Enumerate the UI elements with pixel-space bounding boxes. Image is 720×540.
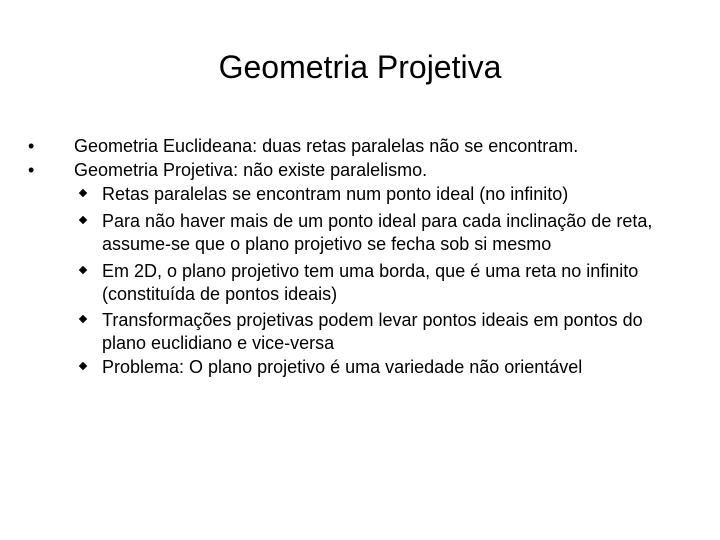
- bullet-icon: •: [28, 160, 35, 180]
- diamond-bullet-icon: [79, 362, 87, 370]
- sub-bullet-text: Para não haver mais de um ponto ideal para cada inclinação de reta, assume-se que o plano projetivo se fecha sob si mesmo: [102, 211, 653, 254]
- sub-bullet-text: Retas paralelas se encontram num ponto ideal (no infinito): [102, 184, 569, 204]
- sub-bullet-item: [78, 260, 678, 306]
- diamond-bullet-icon: [79, 216, 87, 224]
- bullet-text: Geometria Euclideana: duas retas paralelas não se encontram.: [74, 136, 579, 156]
- diamond-bullet-icon: [79, 266, 87, 274]
- sub-bullet-text: Problema: O plano projetivo é uma variedade não orientável: [102, 357, 583, 377]
- diamond-bullet-icon: [79, 315, 87, 323]
- slide-title: Geometria Projetiva: [218, 49, 502, 85]
- sub-bullet-item: [78, 210, 678, 256]
- sub-bullet-text: Em 2D, o plano projetivo tem uma borda, que é uma reta no infinito (constituída de pontos ideais): [102, 261, 639, 304]
- sub-bullet-item: [78, 183, 678, 206]
- bullet-text: Geometria Projetiva: não existe paralelismo.: [74, 160, 428, 180]
- sub-bullet-item: [78, 356, 678, 379]
- bullet-icon: •: [28, 136, 35, 156]
- diamond-bullet-icon: [79, 189, 87, 197]
- sub-bullet-text: Transformações projetivas podem levar pontos ideais em pontos do plano euclidiano e vice-versa: [102, 310, 643, 353]
- sub-bullet-item: [78, 309, 678, 355]
